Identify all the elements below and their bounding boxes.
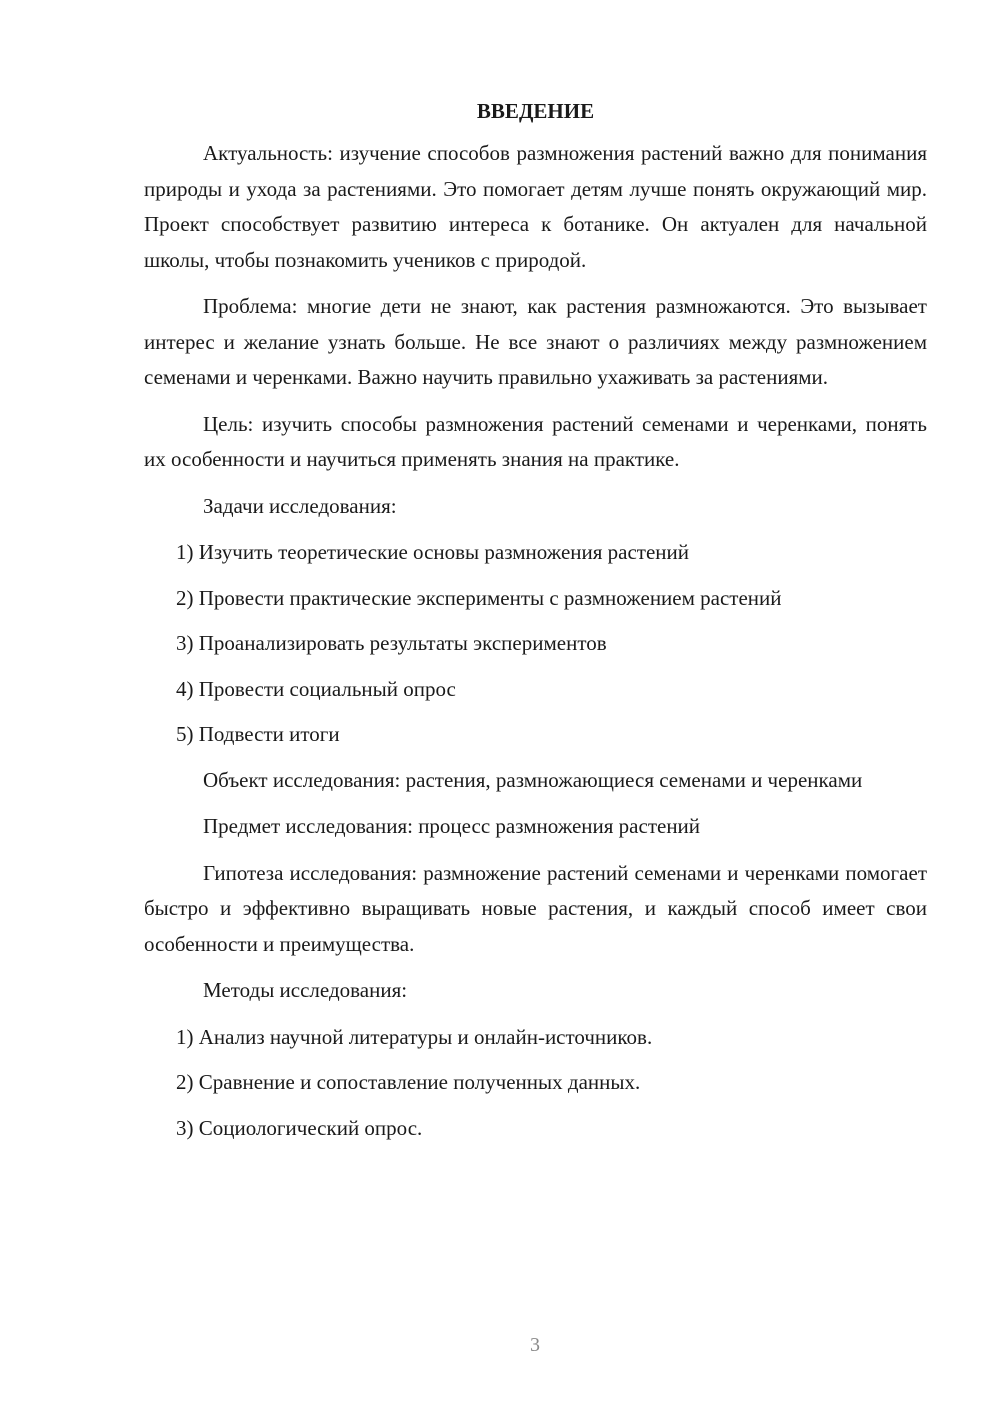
document-page [144, 96, 927, 1156]
page-number: 3 [530, 1334, 540, 1356]
methods-title: Методы исследования: [203, 978, 408, 1002]
method-item: 1) Анализ научной литературы и онлайн-источников. [176, 1024, 653, 1049]
relevance-paragraph: Актуальность: изучение способов размножения растений важно для понимания природы и ухода за растениями. Это помогает детям лучше понять окружающий мир. Проект способствует развитию интереса к ботанике. Он актуален для начальной школы, чтобы познакомить учеников с природой. [144, 141, 927, 272]
task-item: 4) Провести социальный опрос [176, 676, 456, 701]
task-item: 1) Изучить теоретические основы размножения растений [176, 540, 690, 564]
goal-paragraph: Цель: изучить способы размножения растений семенами и черенками, понять их особенности и научиться применять знания на практике. [144, 411, 927, 471]
hypothesis-paragraph: Гипотеза исследования: размножение растений семенами и черенками помогает быстро и эффективно выращивать новые растения, и каждый способ имеет свои особенности и преимущества. [144, 860, 927, 956]
subject-paragraph: Предмет исследования: процесс размножения растений [203, 814, 701, 838]
problem-paragraph: Проблема: многие дети не знают, как растения размножаются. Это вызывает интерес и желание узнать больше. Не все знают о различиях между размножением семенами и черенками. Важно научить правильно ухаживать за растениями. [144, 294, 927, 389]
object-paragraph: Объект исследования: растения, размножающиеся семенами и черенками [203, 767, 863, 792]
task-item: 2) Провести практические эксперименты с размножением растений [176, 585, 782, 610]
tasks-title: Задачи исследования: [203, 493, 397, 518]
method-item: 2) Сравнение и сопоставление полученных данных. [176, 1070, 641, 1094]
method-item: 3) Социологический опрос. [176, 1115, 423, 1140]
page-title: ВВЕДЕНИЕ [476, 99, 595, 123]
task-item: 3) Проанализировать результаты экспериментов [176, 631, 607, 655]
task-item: 5) Подвести итоги [176, 722, 340, 746]
